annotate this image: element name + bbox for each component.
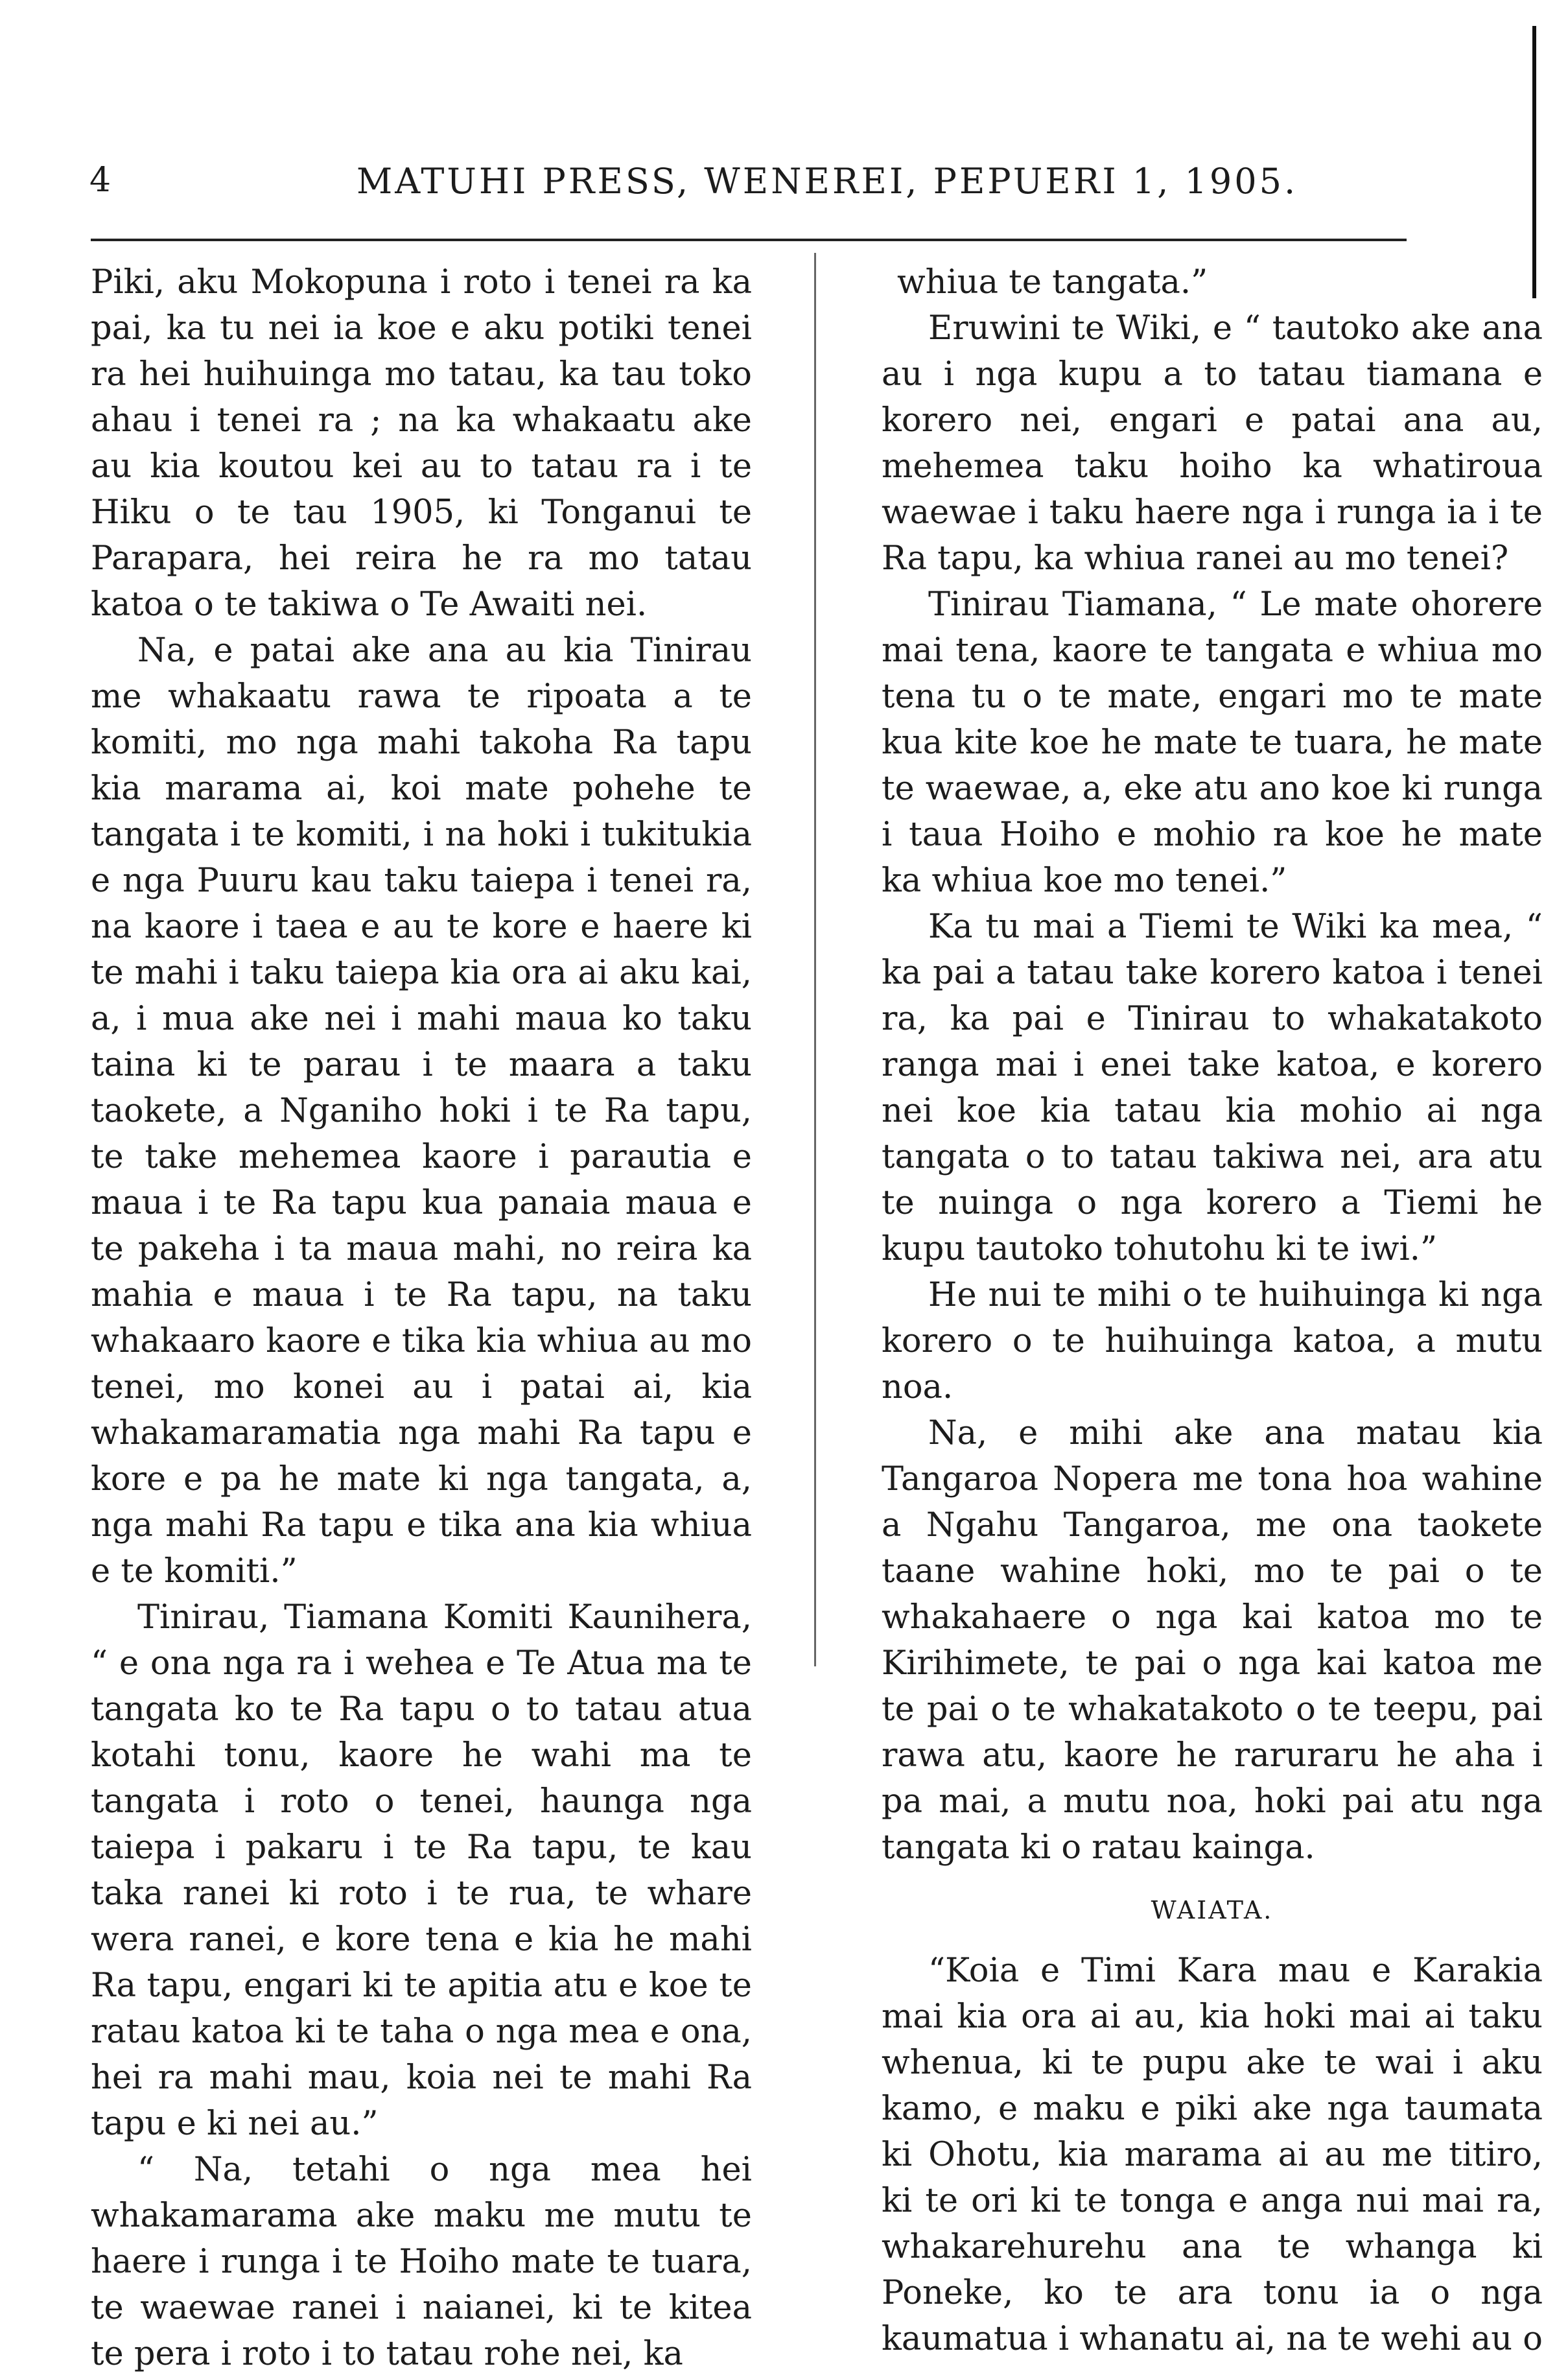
waiata-paragraph: “Koia e Timi Kara mau e Karakia mai kia ora ai au, kia hoki mai ai taku whenua, ki te pupu ake te wai i aku kamo, e maku e piki ake nga taumata ki Ohotu, kia marama ai au me titiro, ki te ori ki te tonga e anga nui mai ra, whakarehurehu ana te whanga ki Poneke, ko te ara tonu ia o nga kaumatua i whanatu ai, na te wehi au o [882, 1952, 1543, 2358]
section-title-waiata: WAIATA. [1151, 1896, 1274, 1924]
paragraph: Piki, aku Mokopuna i roto i tenei ra ka pai, ka tu nei ia koe e aku potiki tenei ra hei huihuinga mo tatau, ka tau toko ahau i tenei ra ; na ka whakaatu ake au kia koutou kei au to tatau ra i te Hiku o te tau 1905, ki Tonganui te Parapara, hei reira he ra mo tatau katoa o te takiwa o Te Awaiti nei. [91, 263, 752, 624]
paragraph: Eruwini te Wiki, e “ tautoko ake ana au i nga kupu a to tatau tiamana e korero nei, engari e patai ana au, mehemea taku hoiho ka whatiroua waewae i taku haere nga i runga ia i te Ra tapu, ka whiua ranei au mo tenei? [882, 309, 1543, 578]
left-column [91, 259, 752, 2377]
paragraph: Na, e patai ake ana au kia Tinirau me whakaatu rawa te ripoata a te komiti, mo nga mahi takoha Ra tapu kia marama ai, koi mate pohehe te tangata i te komiti, i na hoki i tukitukia e nga Puuru kau taku taiepa i tenei ra, na kaore i taea e au te kore e haere ki te mahi i taku taiepa kia ora ai aku kai, a, i mua ake nei i mahi maua ko taku taina ki te parau i te maara a taku taokete, a Nganiho hoki i te Ra tapu, te take mehemea kaore i parautia e maua i te Ra tapu kua panaia maua e te pakeha i ta maua mahi, no reira ka mahia e maua i te Ra tapu, na taku whakaaro kaore e tika kia whiua au mo tenei, mo konei au i patai ai, kia whakamaramatia nga mahi Ra tapu e kore e pa he mate ki nga tangata, a, nga mahi Ra tapu e tika ana kia whiua e te komiti.” [91, 632, 752, 1591]
page-edge-mark [1532, 26, 1536, 298]
paragraph: Tinirau Tiamana, “ Le mate ohorere mai tena, kaore te tangata e whiua mo tena tu o te mate, engari mo te mate kua kite koe he mate te tuara, he mate te waewae, a, eke atu ano koe ki runga i taua Hoiho e mohio ra koe he mate ka whiua koe mo tenei.” [882, 585, 1543, 900]
header-rule [91, 239, 1407, 241]
paragraph: Ka tu mai a Tiemi te Wiki ka mea, “ ka pai a tatau take korero katoa i tenei ra, ka pai e Tinirau to whakatakoto ranga mai i enei take katoa, e korero nei koe kia tatau kia mohio ai nga tangata o to tatau takiwa nei, ara atu te nuinga o nga korero a Tiemi he kupu tautoko tohutohu ki te iwi.” [882, 908, 1543, 1268]
paragraph: “ Na, tetahi o nga mea hei whakamarama ake maku me mutu te haere i runga i te Hoiho mate te tuara, te waewae ranei i naianei, ki te kitea te pera i roto i to tatau rohe nei, ka [91, 2151, 752, 2373]
column-divider [814, 253, 816, 1666]
page-number: 4 [89, 161, 111, 200]
paragraph: Tinirau, Tiamana Komiti Kaunihera, “ e ona nga ra i wehea e Te Atua ma te tangata ko te Ra tapu o to tatau atua kotahi tonu, kaore he wahi ma te tangata i roto o tenei, haunga nga taiepa i pakaru i te Ra tapu, te kau taka ranei ki roto i te rua, te whare wera ranei, e kore tena e kia he mahi Ra tapu, engari ki te apitia atu e koe te ratau katoa ki te taha o nga mea e ona, hei ra mahi mau, koia nei te mahi Ra tapu e ki nei au.” [91, 1598, 752, 2143]
masthead: MATUHI PRESS, WENEREI, PEPUERI 1, 1905. [357, 161, 1298, 202]
paragraph-continuation: whiua te tangata.” [897, 263, 1208, 302]
page-header [84, 161, 1400, 219]
paragraph: He nui te mihi o te huihuinga ki nga korero o te huihuinga katoa, a mutu noa. [882, 1276, 1543, 1406]
paragraph: Na, e mihi ake ana matau kia Tangaroa Nopera me tona hoa wahine a Ngahu Tangaroa, me ona taokete taane wahine hoki, mo te pai o te whakahaere o nga kai katoa mo te Kirihimete, te pai o nga kai katoa me te pai o te whakatakoto o te teepu, pai rawa atu, kaore he raruraru he aha i pa mai, a mutu noa, hoki pai atu nga tangata ki o ratau kainga. [882, 1414, 1543, 1867]
right-column [882, 259, 1543, 2362]
